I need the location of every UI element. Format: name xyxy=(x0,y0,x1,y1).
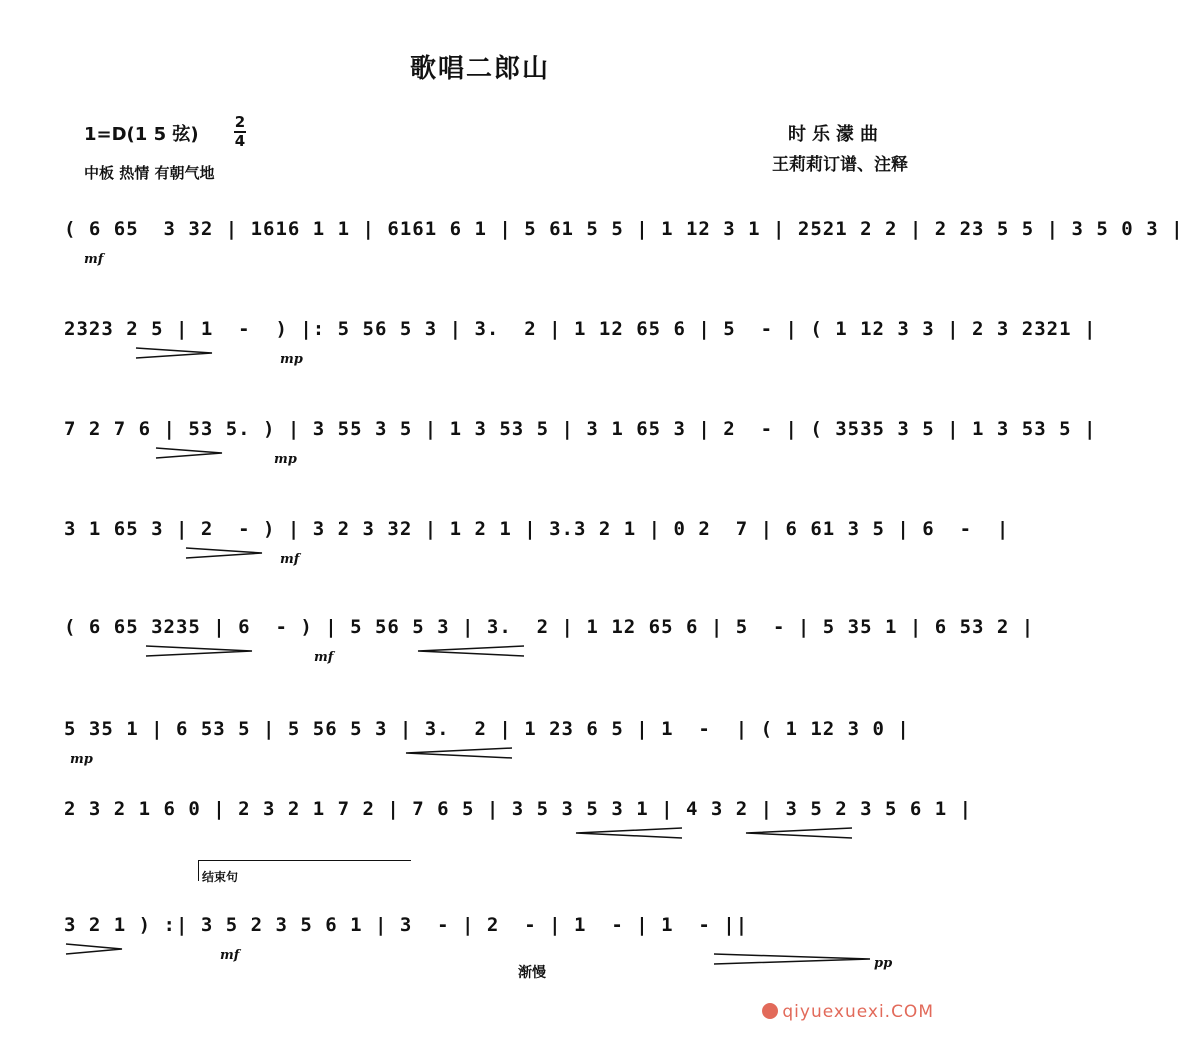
decrescendo-hairpin xyxy=(184,546,264,560)
decrescendo-hairpin xyxy=(144,644,254,658)
row-notes: 7 2 7 6 | 53 5. ) | 3 55 3 5 | 1 3 53 5 | 3 1 65 3 | 2 - | ( 3535 3 5 | 1 3 53 5 | xyxy=(64,418,1097,440)
row-notes: ( 6 65 3235 | 6 - ) | 5 56 5 3 | 3. 2 | 1 12 65 6 | 5 - | 5 35 1 | 6 53 2 | xyxy=(64,616,1035,638)
time-signature-top: 2 xyxy=(234,113,246,131)
decrescendo-hairpin xyxy=(134,346,214,360)
dynamic-marking: mp xyxy=(274,452,297,467)
row-notes: 2323 2 5 | 1 - ) |: 5 56 5 3 | 3. 2 | 1 12 65 6 | 5 - | ( 1 12 3 3 | 2 3 2321 | xyxy=(64,318,1097,340)
score-row-8 xyxy=(64,896,914,971)
tempo-change-marking: 渐慢 xyxy=(518,965,546,981)
time-signature xyxy=(234,114,246,150)
dynamic-marking: mf xyxy=(220,948,240,963)
row-notes: 5 35 1 | 6 53 5 | 5 56 5 3 | 3. 2 | 1 23 6 5 | 1 - | ( 1 12 3 0 | xyxy=(64,718,910,740)
row-notes: 3 1 65 3 | 2 - ) | 3 2 3 32 | 1 2 1 | 3.3 2 1 | 0 2 7 | 6 61 3 5 | 6 - | xyxy=(64,518,1010,540)
score-row-1 xyxy=(64,200,1184,267)
dynamic-marking: mp xyxy=(70,752,93,767)
score-row-7 xyxy=(64,780,973,840)
crescendo-hairpin xyxy=(404,746,514,760)
score-row-4 xyxy=(64,500,1010,567)
score-row-6 xyxy=(64,700,914,767)
decrescendo-hairpin xyxy=(712,952,872,966)
score-row-2 xyxy=(64,300,1097,367)
row-notes: 3 2 1 ) :| 3 5 2 3 5 6 1 | 3 - | 2 - | 1 - | 1 - || xyxy=(64,914,749,936)
dynamic-marking: mf xyxy=(84,252,104,267)
key-signature: 1=D(1 5 弦) xyxy=(84,124,199,145)
page-title: 歌唱二郎山 xyxy=(409,54,550,84)
decrescendo-hairpin xyxy=(64,942,124,956)
logo-icon xyxy=(762,1003,778,1019)
site-watermark xyxy=(762,1002,934,1022)
score-row-3 xyxy=(64,400,1097,467)
dynamic-marking: mf xyxy=(314,650,334,665)
ending-label: 结束句 xyxy=(202,870,239,884)
crescendo-hairpin xyxy=(416,644,526,658)
time-signature-bottom: 4 xyxy=(234,132,246,150)
watermark-text: qiyuexuexi.COM xyxy=(782,1002,934,1022)
decrescendo-hairpin xyxy=(154,446,224,460)
row-notes: 2 3 2 1 6 0 | 2 3 2 1 7 2 | 7 6 5 | 3 5 3 5 3 1 | 4 3 2 | 3 5 2 3 5 6 1 | xyxy=(64,798,973,820)
crescendo-hairpin xyxy=(574,826,684,840)
row-notes: ( 6 65 3 32 | 1616 1 1 | 6161 6 1 | 5 61 5 5 | 1 12 3 1 | 2521 2 2 | 2 23 5 5 | 3 5 0 3 | xyxy=(64,218,1184,240)
dynamic-marking: mf xyxy=(280,552,300,567)
tempo-marking: 中板 热情 有朝气地 xyxy=(84,164,215,182)
arranger: 王莉莉订谱、注释 xyxy=(772,155,908,175)
final-dynamic: pp xyxy=(874,956,893,971)
composer: 时乐濛曲 xyxy=(788,124,884,145)
dynamic-marking: mp xyxy=(280,352,303,367)
score-row-5 xyxy=(64,598,1035,665)
crescendo-hairpin xyxy=(744,826,854,840)
